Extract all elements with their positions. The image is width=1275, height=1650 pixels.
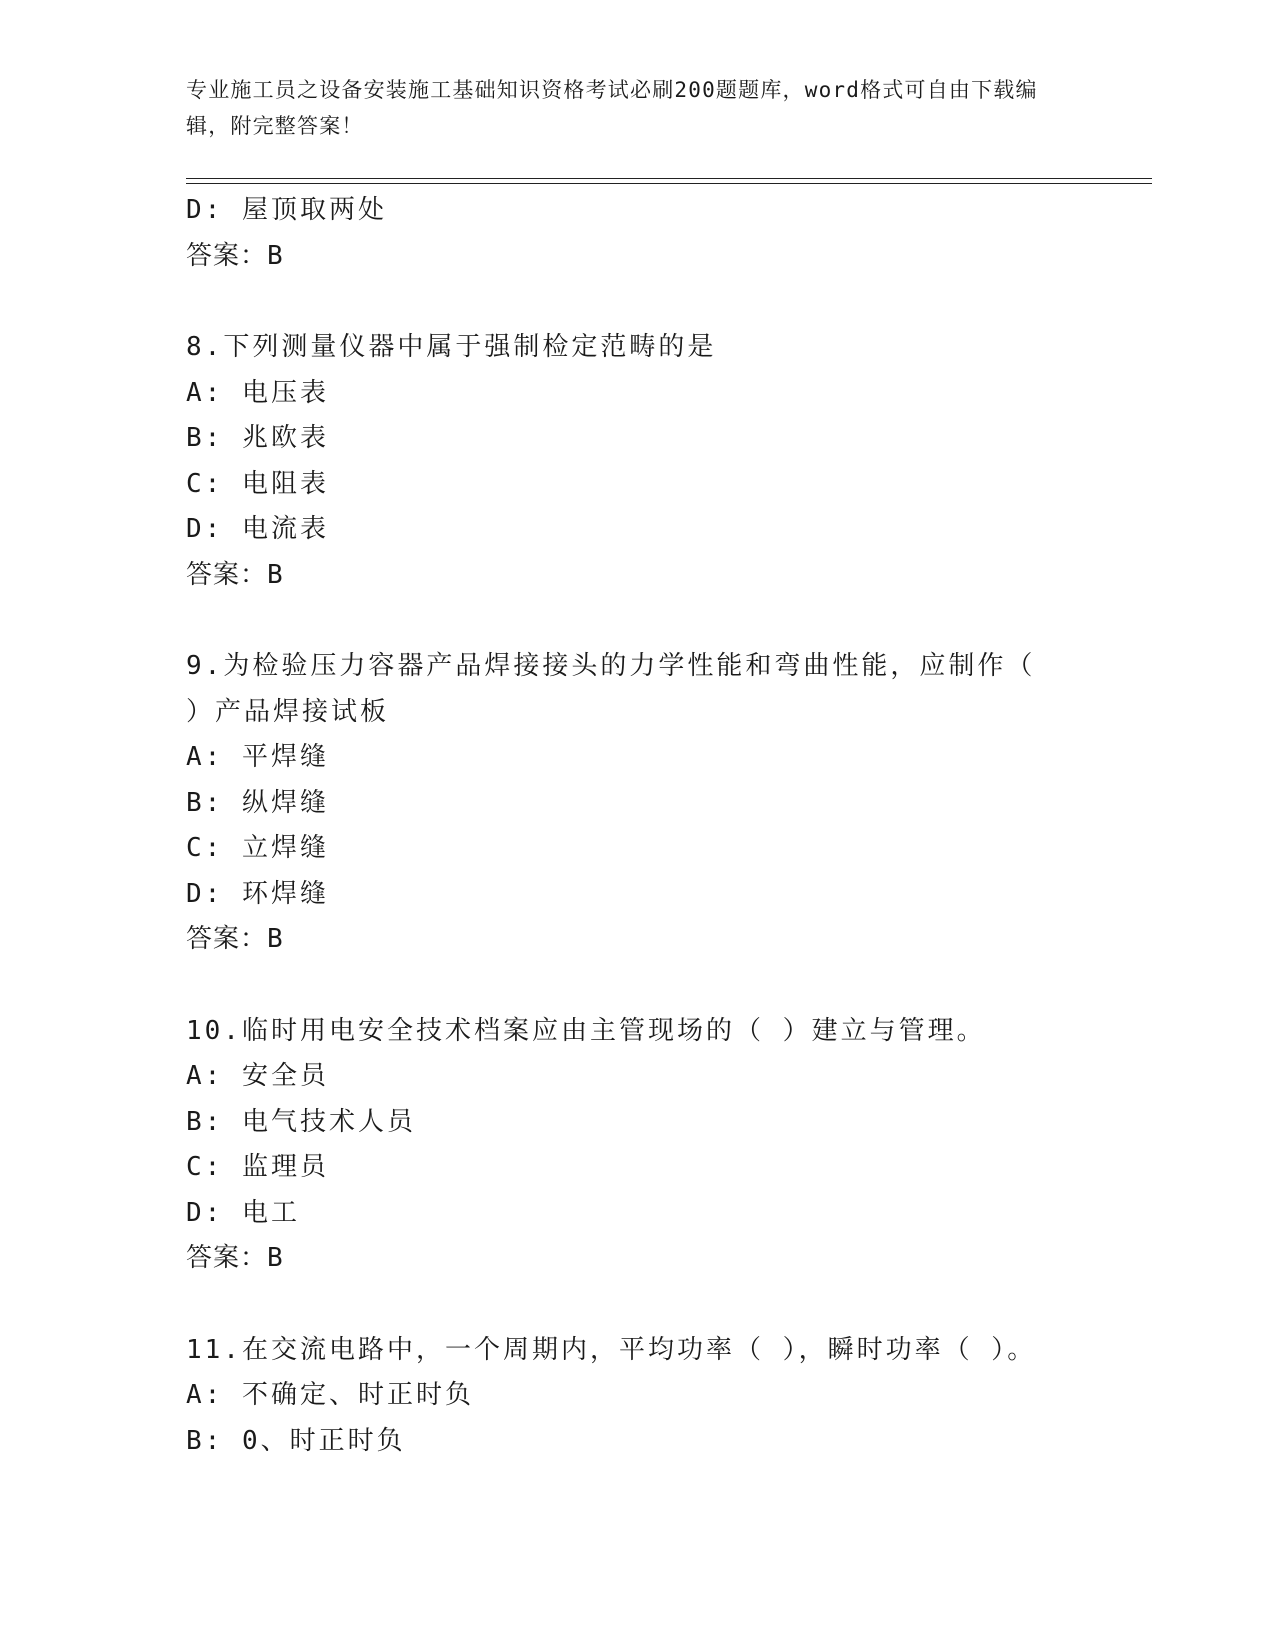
question-9	[186, 644, 1152, 963]
question-8	[186, 325, 1152, 598]
answer: 答案：B	[186, 559, 284, 590]
option-a	[186, 371, 1152, 417]
option-text: 电压表	[241, 377, 329, 408]
header-text: 专业施工员之设备安装施工基础知识资格考试必刷200题题库，word格式可自由下载编辑，附完整答案！	[186, 78, 1038, 138]
option-label: C:	[186, 468, 224, 499]
header-divider-top	[186, 178, 1152, 179]
option-text: 屋顶取两处	[241, 195, 387, 225]
option-d	[186, 872, 1152, 918]
partial-question	[186, 188, 1152, 279]
option-label: D:	[186, 878, 224, 909]
question-number: 10.	[186, 1015, 242, 1046]
answer: 答案：B	[186, 924, 284, 954]
option-d	[186, 1191, 1152, 1237]
question-body: 临时用电安全技术档案应由主管现场的（ ）建立与管理。	[241, 1015, 986, 1046]
option-text: 环焊缝	[241, 878, 329, 909]
question-list	[186, 188, 1152, 1464]
option-text: 电阻表	[241, 468, 329, 499]
option-label: B:	[186, 787, 224, 818]
question-text	[186, 644, 1066, 735]
question-body: 下列测量仪器中属于强制检定范畴的是	[223, 332, 717, 362]
answer: 答案：B	[186, 1243, 284, 1273]
question-number: 11.	[186, 1334, 242, 1365]
option-b	[186, 416, 1152, 462]
option-b	[186, 781, 1152, 827]
option-text: 安全员	[241, 1061, 329, 1091]
document-header	[186, 72, 1066, 144]
header-divider-bottom	[186, 183, 1152, 184]
option-label: B:	[186, 1425, 224, 1456]
option-a	[186, 1373, 1152, 1419]
question-number: 8.	[186, 332, 224, 362]
option-text: 纵焊缝	[241, 787, 329, 818]
option-text: 电流表	[241, 514, 329, 544]
option-text: 0、时正时负	[241, 1425, 406, 1456]
option-text: 平焊缝	[241, 742, 329, 772]
option-b	[186, 1100, 1152, 1146]
answer: 答案：B	[186, 240, 284, 271]
option-d	[186, 188, 1152, 234]
question-text	[186, 1328, 1066, 1374]
spacer	[186, 279, 1152, 325]
option-text: 电工	[241, 1197, 300, 1228]
question-text	[186, 1009, 1066, 1055]
option-label: A:	[186, 1061, 224, 1091]
option-text: 电气技术人员	[241, 1106, 416, 1137]
option-label: D:	[186, 1197, 224, 1228]
question-10	[186, 1009, 1152, 1282]
option-label: B:	[186, 1106, 224, 1137]
option-c	[186, 462, 1152, 508]
spacer	[186, 963, 1152, 1009]
option-a	[186, 735, 1152, 781]
option-b	[186, 1419, 1152, 1465]
option-label: C:	[186, 833, 224, 863]
option-label: A:	[186, 742, 224, 772]
option-text: 立焊缝	[241, 833, 329, 863]
option-label: B:	[186, 423, 224, 453]
option-c	[186, 1145, 1152, 1191]
option-text: 兆欧表	[241, 423, 329, 453]
spacer	[186, 1282, 1152, 1328]
option-label: A:	[186, 1380, 224, 1410]
option-label: C:	[186, 1152, 224, 1182]
option-label: D:	[186, 514, 224, 544]
question-body: 在交流电路中，一个周期内，平均功率（ ），瞬时功率（ ）。	[241, 1334, 1037, 1365]
option-label: D:	[186, 195, 224, 225]
question-text	[186, 325, 1066, 371]
question-number: 9.	[186, 651, 224, 681]
spacer	[186, 598, 1152, 644]
option-text: 监理员	[241, 1152, 329, 1182]
question-11	[186, 1328, 1152, 1465]
option-c	[186, 826, 1152, 872]
option-text: 不确定、时正时负	[241, 1380, 474, 1410]
option-a	[186, 1054, 1152, 1100]
option-label: A:	[186, 377, 224, 408]
question-body: 为检验压力容器产品焊接接头的力学性能和弯曲性能，应制作（ ）产品焊接试板	[186, 651, 1036, 727]
option-d	[186, 507, 1152, 553]
